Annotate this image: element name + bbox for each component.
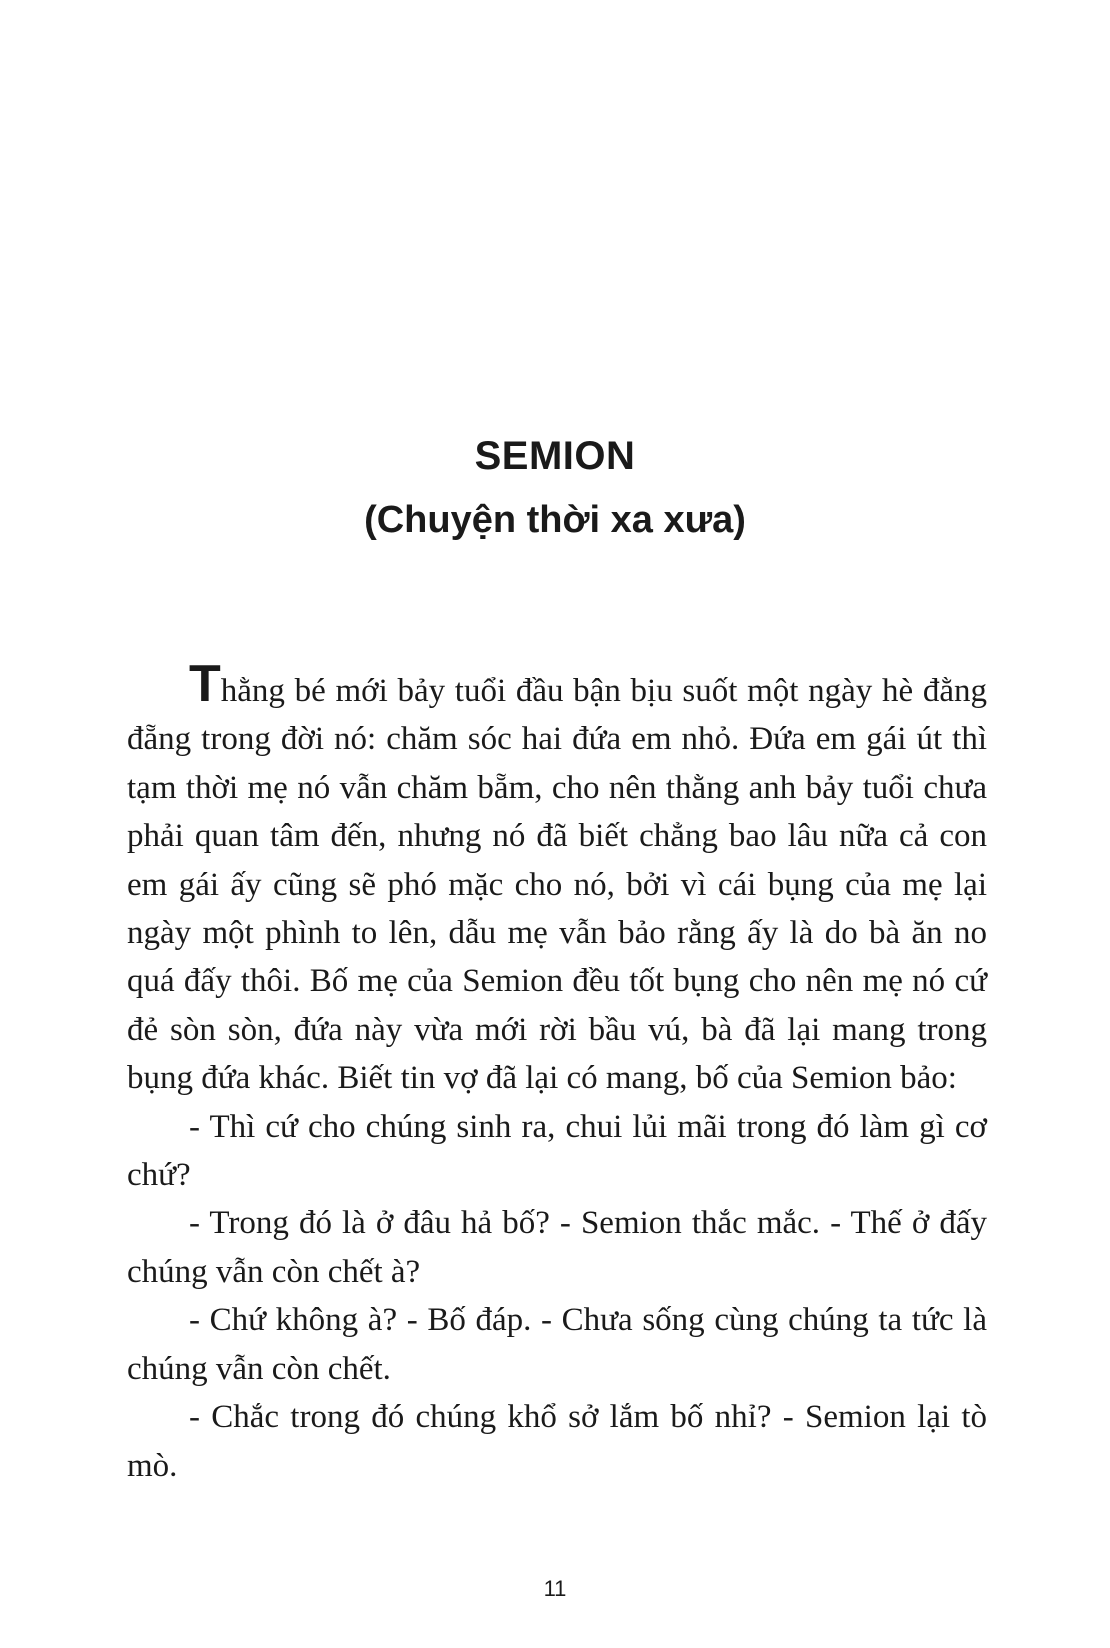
- dialogue-line: - Chắc trong đó chúng khổ sở lắm bố nhỉ? - Semion lại tò mò.: [127, 1399, 987, 1484]
- chapter-title: SEMION: [474, 434, 636, 478]
- chapter-subtitle: (Chuyện thời xa xưa): [364, 499, 746, 541]
- drop-cap: T: [189, 655, 221, 713]
- body-text: [127, 655, 987, 1490]
- dialogue-line: - Trong đó là ở đâu hả bố? - Semion thắc mắc. - Thế ở đấy chúng vẫn còn chết à?: [127, 1205, 987, 1290]
- page-number: 11: [543, 1576, 567, 1601]
- paragraph: [127, 655, 987, 1103]
- dialogue-line: - Thì cứ cho chúng sinh ra, chui lủi mãi trong đó làm gì cơ chứ?: [127, 1108, 987, 1194]
- dialogue-line: - Chứ không à? - Bố đáp. - Chưa sống cùng chúng ta tức là chúng vẫn còn chết.: [127, 1302, 987, 1387]
- paragraph-text: hằng bé mới bảy tuổi đầu bận bịu suốt một ngày hè đằng đẵng trong đời nó: chăm sóc hai đứa em nhỏ. Đứa em gái út thì tạm thời mẹ nó vẫn chăm bẵm, cho nên thằng anh bảy tuổi chưa phải quan tâm đến, nhưng nó đã biết chẳng bao lâu nữa cả con em gái ấy cũng sẽ phó mặc cho nó, bởi vì cái bụng của mẹ lại ngày một phình to lên, dẫu mẹ vẫn bảo rằng ấy là do bà ăn no quá đấy thôi. Bố mẹ của Semion đều tốt bụng cho nên mẹ nó cứ đẻ sòn sòn, đứa này vừa mới rời bầu vú, bà đã lại mang trong bụng đứa khác. Biết tin vợ đã lại có mang, bố của Semion bảo:: [127, 673, 987, 1097]
